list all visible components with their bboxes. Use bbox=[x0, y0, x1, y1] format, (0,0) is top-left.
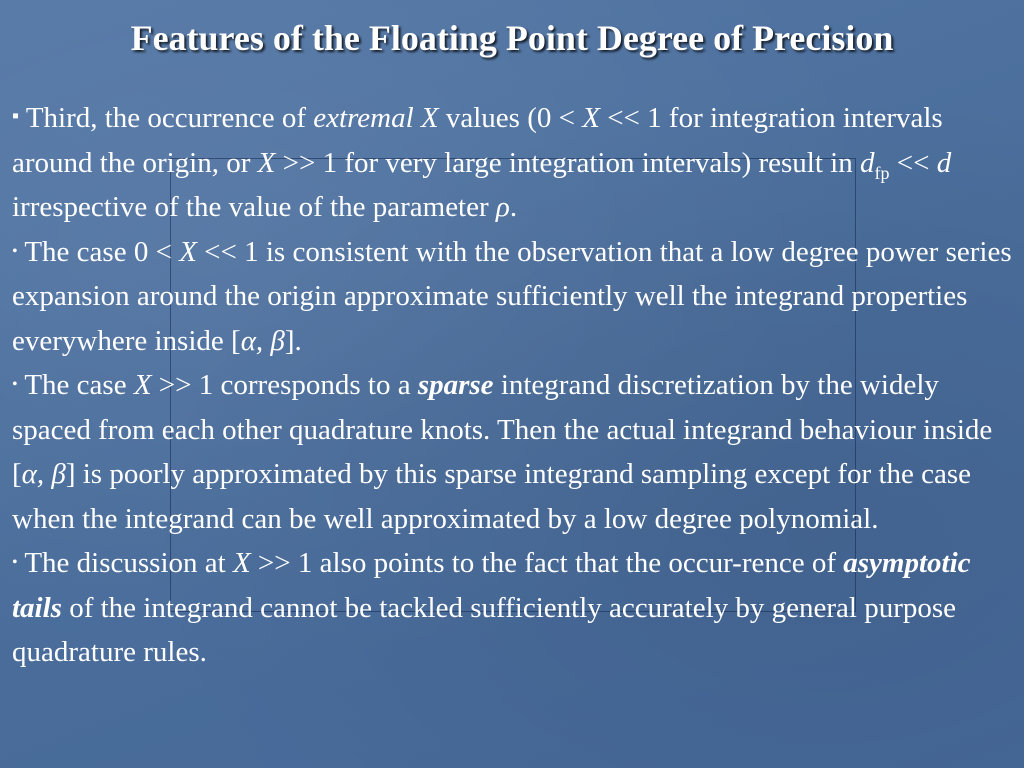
text-run: ] is poorly approximated by this sparse integrand sampling except for the case when the integrand can be well approximated by a low degree polynomial. bbox=[12, 458, 972, 535]
paragraph-discussion bbox=[12, 541, 1012, 675]
italic-run: X bbox=[232, 547, 251, 579]
bold-italic-run: sparse bbox=[417, 369, 494, 401]
text-run: values (0 < bbox=[438, 102, 583, 134]
text-run: Third, the occurrence of bbox=[19, 102, 314, 134]
italic-run: d bbox=[859, 146, 875, 179]
text-run: >> 1 corresponds to a bbox=[151, 369, 418, 401]
text-run: The case bbox=[17, 369, 134, 401]
text-run: . bbox=[509, 191, 518, 223]
text-run: irrespective of the value of the parameter bbox=[12, 191, 496, 223]
text-run: The case 0 < bbox=[17, 235, 180, 268]
text-run: << 1 for integration intervals around the origin, or bbox=[12, 102, 943, 179]
italic-run: X bbox=[133, 369, 152, 401]
italic-run: α, β bbox=[240, 324, 285, 357]
text-run: >> 1 for very large integration intervals) result in bbox=[275, 146, 860, 179]
italic-run: X bbox=[257, 146, 276, 179]
paragraph-third-point bbox=[12, 94, 1012, 230]
bullet-icon: • bbox=[12, 376, 18, 393]
paragraph-case-large-x bbox=[12, 363, 1012, 541]
italic-run: α, β bbox=[21, 458, 66, 490]
italic-run: X bbox=[582, 102, 600, 134]
text-run: << 1 is consistent with the observation that a low degree power series expansion around the origin approximate sufficiently well the integrand properties everywhere inside [ bbox=[12, 235, 1012, 357]
text-run: of the integrand cannot be tackled sufficiently accurately by general purpose quadrature rules. bbox=[12, 591, 957, 668]
bullet-icon: • bbox=[12, 554, 18, 571]
text-run: The discussion at bbox=[17, 547, 233, 579]
italic-run: ρ bbox=[495, 191, 510, 223]
italic-run: X bbox=[179, 235, 197, 268]
slide-title: Features of the Floating Point Degree of Precision bbox=[130, 18, 894, 58]
text-run: integrand discretization by the widely spaced from each other quadrature knots. Then the actual integrand behaviour inside [ bbox=[12, 369, 993, 490]
bullet-icon: • bbox=[12, 242, 18, 260]
italic-run: d bbox=[936, 146, 952, 179]
italic-run: extremal X bbox=[313, 102, 439, 134]
text-run: << bbox=[889, 146, 937, 179]
text-run: ]. bbox=[284, 324, 302, 357]
paragraph-case-small-x bbox=[12, 230, 1012, 364]
slide-body bbox=[12, 94, 1012, 675]
bold-italic-run: asymptotic tails bbox=[12, 547, 971, 624]
text-run: >> 1 also points to the fact that the occur-rence of bbox=[250, 547, 844, 579]
subscript-run: fp bbox=[874, 162, 890, 183]
square-bullet-icon: ▪ bbox=[12, 105, 20, 127]
